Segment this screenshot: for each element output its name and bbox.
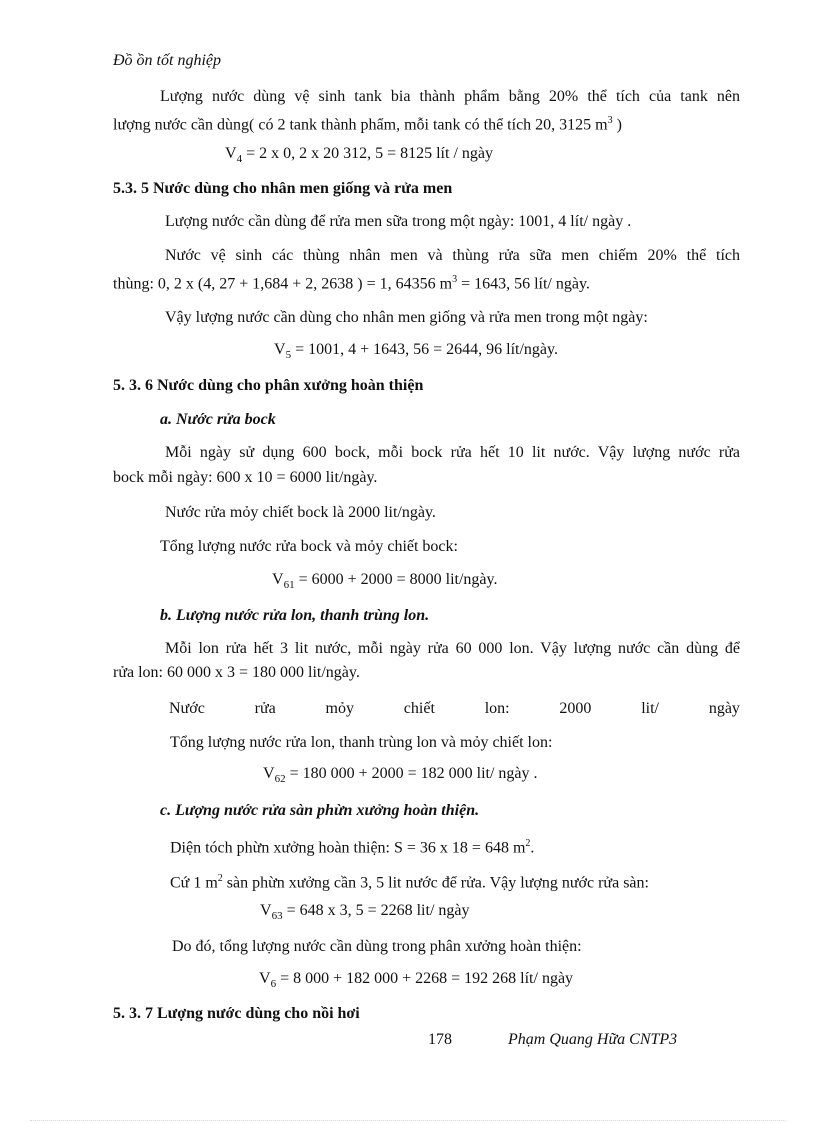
sa-line4: Tổng lượng nước rửa bock và mỏy chiết bock:	[160, 538, 458, 555]
sb-line1: Mỗi lon rửa hết 3 lit nước, mỗi ngày rửa 60 000 lon. Vậy lượng nước cần dùng để	[165, 640, 740, 657]
s535-line2: Nước vệ sinh các thùng nhân men và thùng rửa sữa men chiếm 20% thể tích	[165, 247, 740, 264]
s535-line1: Lượng nước cần dùng để rửa men sữa trong một ngày: 1001, 4 lít/ ngày .	[165, 213, 632, 230]
paragraph-intro-line2: lượng nước cần dùng( có 2 tank thành phẩm, mỗi tank có thể tích 20, 3125 $m^3$ )	[113, 115, 622, 134]
sc-line1: Diện tóch phừn xưởng hoàn thiện: S = 36 x 18 = 648 $m^2$.	[170, 838, 535, 857]
section-heading-535: 5.3. 5 Nước dùng cho nhân men giống và rửa men	[113, 180, 453, 197]
subsection-b-title: b. Lượng nước rửa lon, thanh trùng lon.	[160, 607, 430, 624]
subsection-a-title: a. Nước rửa bock	[160, 411, 276, 428]
sb-line4: Tổng lượng nước rửa lon, thanh trùng lon và mỏy chiết lon:	[170, 734, 553, 751]
s535-line3: thùng: 0, 2 x (4, 27 + 1,684 + 2, 2638 ) = 1, 64356 $m^3 = 1643$, 56 lít/ ngày.	[113, 274, 590, 293]
sa-line2: bock mỗi ngày: 600 x 10 = 6000 lit/ngày.	[113, 469, 378, 486]
equation-v61: $V_{61} = 6000 + 2000 = 8000$ lit/ngày.	[272, 571, 498, 592]
sa-line1: Mỗi ngày sử dụng 600 bock, mỗi bock rửa hết 10 lit nước. Vậy lượng nước rửa	[165, 444, 740, 461]
sb-line3: Nước rửa mỏy chiết lon: 2000 lit/ ngày	[169, 700, 740, 717]
page-bottom-divider	[30, 1120, 786, 1121]
page-number: 178	[428, 1031, 452, 1048]
sb-line2: rửa lon: 60 000 x 3 = 180 000 lit/ngày.	[113, 664, 360, 681]
sc-line3: Do đó, tổng lượng nước cần dùng trong phân xưởng hoàn thiện:	[172, 938, 582, 955]
equation-v63: $V_{63} = 648$ x 3, 5 = 2268 lit/ ngày	[260, 902, 470, 923]
section-heading-537: 5. 3. 7 Lượng nước dùng cho nồi hơi	[113, 1005, 360, 1022]
s535-line4: Vậy lượng nước cần dùng cho nhân men giống và rửa men trong một ngày:	[165, 309, 648, 326]
sa-line3: Nước rửa mỏy chiết bock là 2000 lit/ngày.	[165, 504, 436, 521]
equation-v5: $V_5 = 1001$, 4 + 1643, 56 = 2644, 96 lít/ngày.	[274, 341, 558, 362]
section-heading-536: 5. 3. 6 Nước dùng cho phân xưởng hoàn thiện	[113, 377, 424, 394]
equation-v4: $V_4 = 2$ x 0, 2 x 20 312, 5 = 8125 lít / ngày	[225, 145, 493, 166]
sc-line2: Cứ 1 $m^2$ sàn phừn xưởng cần 3, 5 lit nước để rửa. Vậy lượng nước rửa sàn:	[170, 873, 649, 892]
running-header: Đồ ồn tốt nghiệp	[113, 52, 221, 69]
equation-v62: $V_{62} = 180$ 000 + 2000 = 182 000 lit/ ngày .	[263, 765, 538, 786]
subsection-c-title: c. Lượng nước rửa sàn phừn xưởng hoàn thiện.	[160, 802, 480, 819]
footer-author: Phạm Quang Hữa CNTP3	[508, 1031, 678, 1048]
paragraph-intro-line1: Lượng nước dùng vệ sinh tank bia thành phẩm bằng 20% thể tích của tank nên	[160, 88, 740, 105]
equation-v6: $V_6 = 8$ 000 + 182 000 + 2268 = 192 268 lít/ ngày	[259, 970, 574, 991]
